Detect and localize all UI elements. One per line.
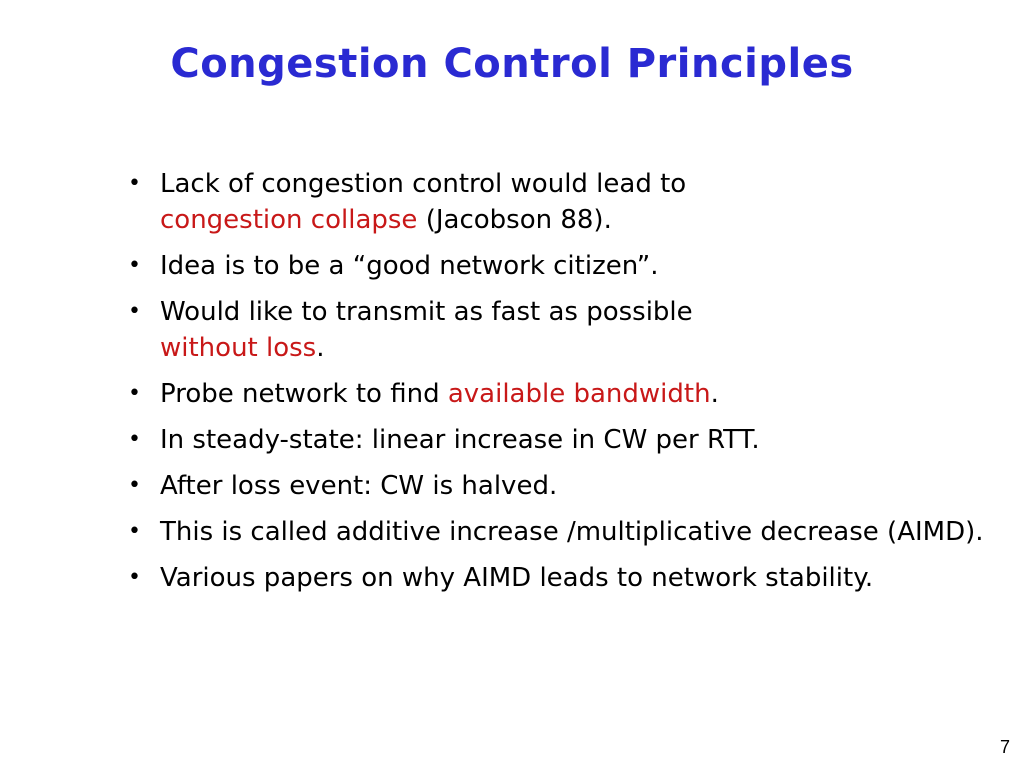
bullet-text: Lack of congestion control would lead to: [160, 169, 687, 199]
bullet-text: Probe network to find: [160, 379, 448, 409]
bullet-item: [124, 468, 984, 504]
bullet-text: (Jacobson 88).: [417, 205, 612, 235]
bullet-text: .: [316, 333, 325, 363]
bullet-item: [124, 166, 984, 238]
bullet-item: [124, 514, 984, 550]
bullet-item: [124, 294, 984, 366]
bullet-list: [124, 166, 984, 606]
bullet-highlight: congestion collapse: [160, 205, 418, 235]
bullet-item: [124, 248, 984, 284]
bullet-text: Idea is to be a “good network citizen”.: [160, 251, 659, 281]
bullet-item: [124, 422, 984, 458]
bullet-text: Would like to transmit as fast as possible: [160, 297, 693, 327]
bullet-highlight: available bandwidth: [447, 379, 711, 409]
bullet-text: This is called additive increase /multiplicative decrease (AIMD).: [160, 517, 984, 547]
bullet-item: [124, 560, 984, 596]
slide-title: Congestion Control Principles: [170, 41, 854, 87]
bullet-text: Various papers on why AIMD leads to network stability.: [160, 563, 874, 593]
bullet-text: In steady-state: linear increase in CW per RTT.: [160, 425, 760, 455]
bullet-text: After loss event: CW is halved.: [160, 471, 558, 501]
bullet-highlight: without loss: [160, 333, 317, 363]
page-number: 7: [999, 737, 1010, 757]
bullet-text: .: [710, 379, 719, 409]
bullet-item: [124, 376, 984, 412]
